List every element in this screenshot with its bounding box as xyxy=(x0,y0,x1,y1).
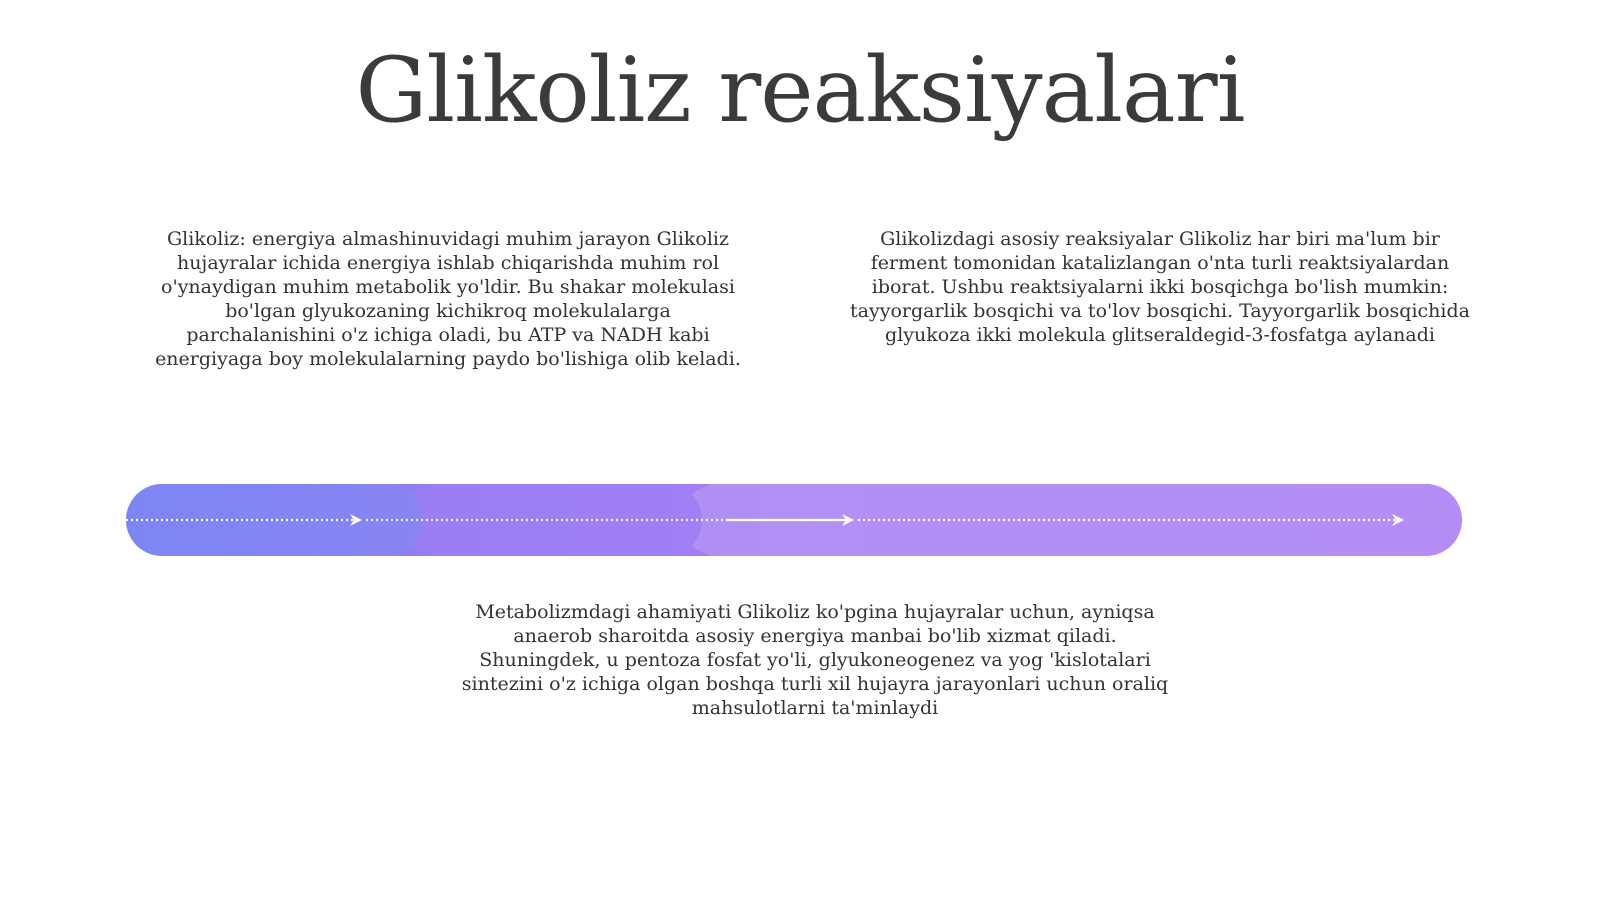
timeline-bar xyxy=(126,484,1462,556)
text-block-glycolysis-intro: Glikoliz: energiya almashinuvidagi muhim jarayon Glikoliz hujayralar ichida energiya ishlab chiqarishda muhim rol o'ynaydigan muhim metabolik yo'ldir. Bu shakar molekulasi bo'lgan glyukozaning kichikroq molekulalarga parchalanishini o'z ichiga oladi, bu ATP va NADH kabi energiyaga boy molekulalarning paydo bo'lishiga olib keladi. xyxy=(155,228,741,370)
slide-title: Glikoliz reaksiyalari xyxy=(355,38,1245,143)
text-block-main-reactions: Glikolizdagi asosiy reaksiyalar Glikoliz har biri ma'lum bir ferment tomonidan katalizlangan o'nta turli reaktsiyalardan iborat. Ushbu reaktsiyalarni ikki bosqichga bo'lish mumkin: tayyorgarlik bosqichi va to'lov bosqichi. Tayyorgarlik bosqichida glyukoza ikki molekula glitseraldegid-3-fosfatga aylanadi xyxy=(850,228,1470,346)
text-block-metabolic-importance: Metabolizmdagi ahamiyati Glikoliz ko'pgina hujayralar uchun, ayniqsa anaerob sharoitda asosiy energiya manbai bo'lib xizmat qiladi. Shuningdek, u pentoza fosfat yo'li, glyukoneogenez va yog 'kislotalari sintezini o'z ichiga olgan boshqa turli xil hujayra jarayonlari uchun oraliq mahsulotlarni ta'minlaydi xyxy=(461,601,1169,719)
timeline-arrows xyxy=(126,484,1462,556)
